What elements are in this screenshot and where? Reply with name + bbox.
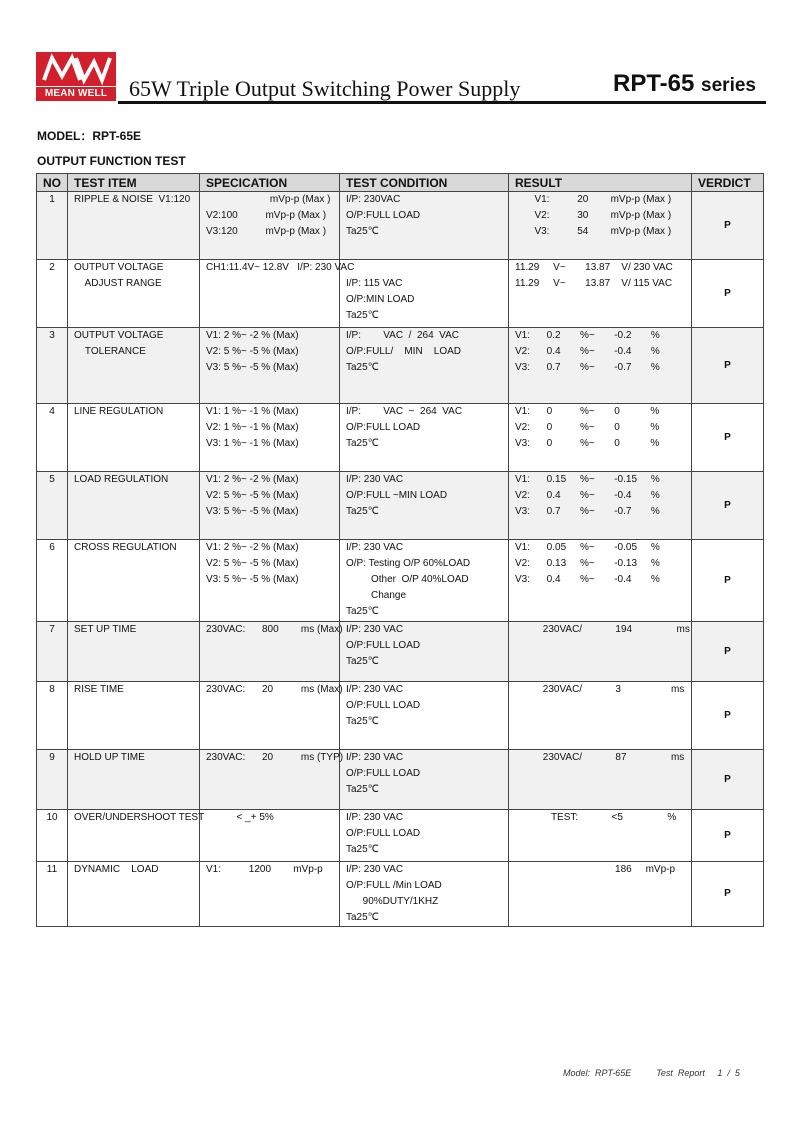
row-no: 1 xyxy=(37,192,68,260)
row-result: 11.29 V~ 13.87 V/ 230 VAC 11.29 V~ 13.87 V/ 115 VAC xyxy=(509,260,692,328)
row-test-condition: I/P: 230 VAC O/P:FULL LOAD Ta25℃ xyxy=(340,810,509,862)
row-test-condition: I/P: 230 VAC O/P:FULL LOAD Ta25℃ xyxy=(340,622,509,682)
row-no: 4 xyxy=(37,404,68,472)
col-header-test-condition: TEST CONDITION xyxy=(340,174,509,192)
row-specification: mVp-p (Max ) V2:100 mVp-p (Max ) V3:120 mVp-p (Max ) xyxy=(200,192,340,260)
row-test-condition: I/P: 230 VAC O/P:FULL /Min LOAD 90%DUTY/1KHZ Ta25℃ xyxy=(340,862,509,927)
row-verdict: P xyxy=(692,328,764,404)
row-test-item: OUTPUT VOLTAGE TOLERANCE xyxy=(68,328,200,404)
row-no: 7 xyxy=(37,622,68,682)
table-row xyxy=(37,472,764,540)
model-line: MODEL：RPT-65E xyxy=(37,129,142,143)
row-verdict: P xyxy=(692,192,764,260)
row-no: 6 xyxy=(37,540,68,622)
row-test-item: RISE TIME xyxy=(68,682,200,750)
table-row xyxy=(37,862,764,927)
row-verdict: P xyxy=(692,810,764,862)
row-no: 9 xyxy=(37,750,68,810)
table-row xyxy=(37,622,764,682)
row-specification: 230VAC: 800 ms (Max) xyxy=(200,622,340,682)
row-verdict: P xyxy=(692,540,764,622)
row-result: 230VAC/ 87 ms xyxy=(509,750,692,810)
section-title: OUTPUT FUNCTION TEST xyxy=(37,154,186,168)
row-specification: V1: 2 %~ -2 % (Max) V2: 5 %~ -5 % (Max) V3: 5 %~ -5 % (Max) xyxy=(200,472,340,540)
row-test-item: LOAD REGULATION xyxy=(68,472,200,540)
row-no: 11 xyxy=(37,862,68,927)
row-result: 230VAC/ 194 ms xyxy=(509,622,692,682)
header-rule xyxy=(118,101,766,104)
table-row xyxy=(37,810,764,862)
row-result: V1: 0.05 %~ -0.05 % V2: 0.13 %~ -0.13 % V3: 0.4 %~ -0.4 % xyxy=(509,540,692,622)
page-footer: Model: RPT-65E Test Report 1 / 5 xyxy=(563,1068,740,1078)
row-no: 8 xyxy=(37,682,68,750)
row-test-item: OUTPUT VOLTAGE ADJUST RANGE xyxy=(68,260,200,328)
series-suffix: series xyxy=(701,75,756,96)
row-verdict: P xyxy=(692,404,764,472)
col-header-test-item: TEST ITEM xyxy=(68,174,200,192)
series-model: RPT-65 xyxy=(613,70,695,97)
col-header-verdict: VERDICT xyxy=(692,174,764,192)
col-header-specification: SPECICATION xyxy=(200,174,340,192)
test-table xyxy=(36,173,764,927)
row-result: TEST: <5 % xyxy=(509,810,692,862)
row-verdict: P xyxy=(692,862,764,927)
table-header-row xyxy=(37,174,764,192)
row-specification: CH1:11.4V~ 12.8V I/P: 230 VAC xyxy=(200,260,340,328)
row-no: 3 xyxy=(37,328,68,404)
series-title xyxy=(613,70,756,98)
table-row xyxy=(37,404,764,472)
row-verdict: P xyxy=(692,682,764,750)
row-test-condition: I/P: 115 VAC O/P:MIN LOAD Ta25℃ xyxy=(340,260,509,328)
col-header-result: RESULT xyxy=(509,174,692,192)
logo-brand-text: MEAN WELL xyxy=(36,87,116,101)
row-test-condition: I/P: 230 VAC O/P:FULL ~MIN LOAD Ta25℃ xyxy=(340,472,509,540)
row-specification: V1: 1200 mVp-p xyxy=(200,862,340,927)
table-row xyxy=(37,540,764,622)
row-specification: < _+ 5% xyxy=(200,810,340,862)
meanwell-logo xyxy=(36,52,116,102)
row-test-condition: I/P: 230 VAC O/P:FULL LOAD Ta25℃ xyxy=(340,682,509,750)
row-specification: V1: 2 %~ -2 % (Max) V2: 5 %~ -5 % (Max) V3: 5 %~ -5 % (Max) xyxy=(200,540,340,622)
row-verdict: P xyxy=(692,472,764,540)
document-title: 65W Triple Output Switching Power Supply xyxy=(129,76,521,101)
logo-mark xyxy=(36,52,116,86)
row-test-item: CROSS REGULATION xyxy=(68,540,200,622)
row-result: V1: 0 %~ 0 % V2: 0 %~ 0 % V3: 0 %~ 0 % xyxy=(509,404,692,472)
table-row xyxy=(37,682,764,750)
row-test-condition: I/P: 230 VAC O/P:FULL LOAD Ta25℃ xyxy=(340,750,509,810)
row-test-item: RIPPLE & NOISE V1:120 xyxy=(68,192,200,260)
row-result: V1: 0.15 %~ -0.15 % V2: 0.4 %~ -0.4 % V3: 0.7 %~ -0.7 % xyxy=(509,472,692,540)
logo-mw-graphic xyxy=(36,52,116,86)
row-test-item: SET UP TIME xyxy=(68,622,200,682)
row-result: 186 mVp-p xyxy=(509,862,692,927)
row-test-item: HOLD UP TIME xyxy=(68,750,200,810)
row-test-item: OVER/UNDERSHOOT TEST xyxy=(68,810,200,862)
row-specification: V1: 2 %~ -2 % (Max) V2: 5 %~ -5 % (Max) V3: 5 %~ -5 % (Max) xyxy=(200,328,340,404)
row-result: V1: 0.2 %~ -0.2 % V2: 0.4 %~ -0.4 % V3: 0.7 %~ -0.7 % xyxy=(509,328,692,404)
table-row xyxy=(37,260,764,328)
table-row xyxy=(37,328,764,404)
row-test-item: LINE REGULATION xyxy=(68,404,200,472)
row-result: V1: 20 mVp-p (Max ) V2: 30 mVp-p (Max ) V3: 54 mVp-p (Max ) xyxy=(509,192,692,260)
row-test-condition: I/P: 230VAC O/P:FULL LOAD Ta25℃ xyxy=(340,192,509,260)
row-test-item: DYNAMIC LOAD xyxy=(68,862,200,927)
row-test-condition: I/P: VAC ~ 264 VAC O/P:FULL LOAD Ta25℃ xyxy=(340,404,509,472)
table-row xyxy=(37,750,764,810)
row-result: 230VAC/ 3 ms xyxy=(509,682,692,750)
col-header-no: NO xyxy=(37,174,68,192)
row-no: 2 xyxy=(37,260,68,328)
row-no: 10 xyxy=(37,810,68,862)
row-specification: V1: 1 %~ -1 % (Max) V2: 1 %~ -1 % (Max) V3: 1 %~ -1 % (Max) xyxy=(200,404,340,472)
row-verdict: P xyxy=(692,260,764,328)
row-specification: 230VAC: 20 ms (Max) xyxy=(200,682,340,750)
row-verdict: P xyxy=(692,622,764,682)
row-verdict: P xyxy=(692,750,764,810)
row-no: 5 xyxy=(37,472,68,540)
row-specification: 230VAC: 20 ms (TYP) xyxy=(200,750,340,810)
row-test-condition: I/P: VAC / 264 VAC O/P:FULL/ MIN LOAD Ta25℃ xyxy=(340,328,509,404)
row-test-condition: I/P: 230 VAC O/P: Testing O/P 60%LOAD Other O/P 40%LOAD Change Ta25℃ xyxy=(340,540,509,622)
table-row xyxy=(37,192,764,260)
